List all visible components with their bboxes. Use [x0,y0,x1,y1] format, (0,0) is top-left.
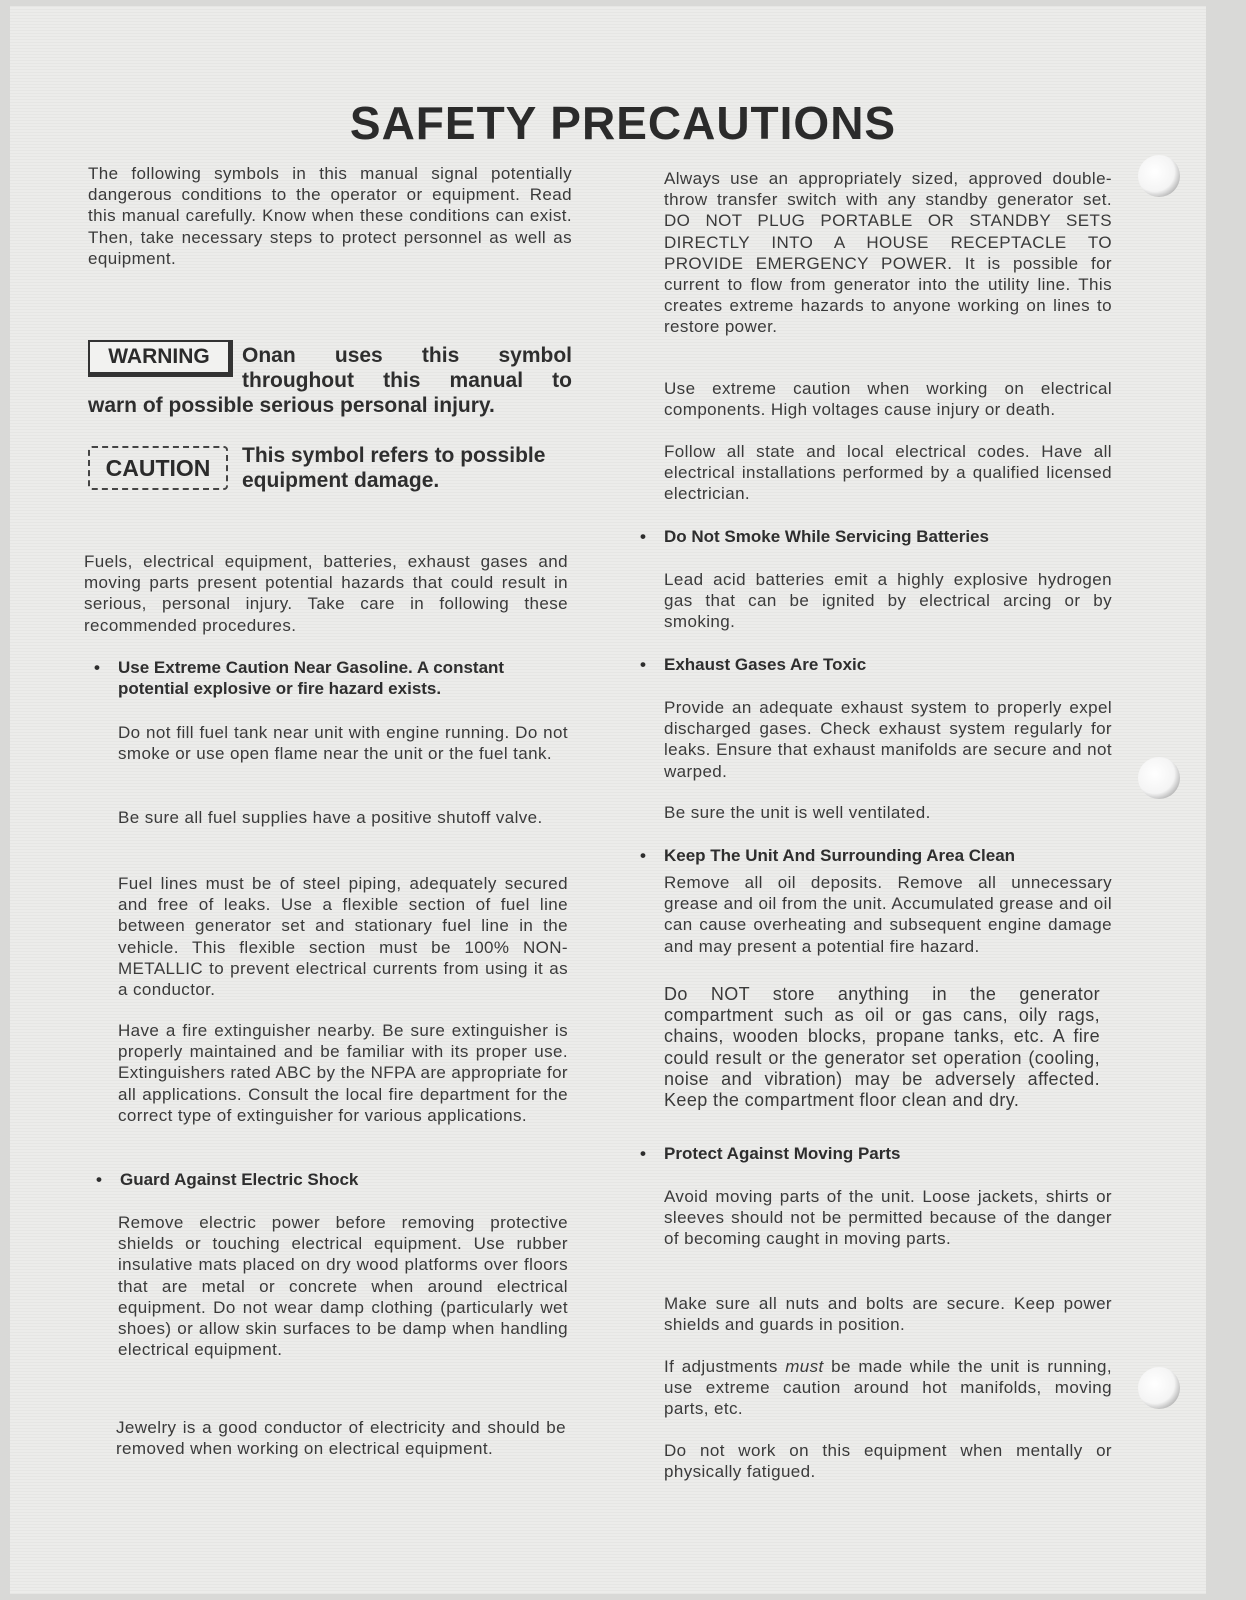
paragraph: Remove all oil deposits. Remove all unnecessary grease and oil from the unit. Accumulated grease and oil can cause overheating and subsequent engine damage and may present a potential fire hazard. [664,873,1112,956]
heading-exhaust: • Exhaust Gases Are Toxic [640,655,867,674]
paragraph: Jewelry is a good conductor of electricity and should be removed when working on electrical equipment. [116,1418,566,1459]
paragraph: Provide an adequate exhaust system to properly expel discharged gases. Check exhaust system regularly for leaks. Ensure that exhaust manifolds are secure and not warped. [664,698,1112,781]
paragraph: Fuel lines must be of steel piping, adequately secured and free of leaks. Use a flexible section of fuel line between generator set and stationary fuel line in the vehicle. This flexible section must be 100% NON-METALLIC to prevent electrical currents from using it as a conductor. [118,874,568,1000]
caution-description: This symbol refers to possible equipment damage. [242,444,546,492]
paragraph: Have a fire extinguisher nearby. Be sure extinguisher is properly maintained and be familiar with its proper use. Extinguishers rated ABC by the NFPA are appropriate for all applications. Consult the local fire department for the correct type of extinguisher for various applications. [118,1021,568,1125]
warning-description: Onan uses this symbol throughout this manual to [242,344,572,392]
heading-electric-shock: • Guard Against Electric Shock [96,1170,359,1189]
binder-hole [1138,1367,1180,1409]
heading-batteries: • Do Not Smoke While Servicing Batteries [640,527,989,546]
caution-symbol: CAUTION [88,446,228,490]
paragraph: Be sure the unit is well ventilated. [664,803,931,822]
paragraph: Lead acid batteries emit a highly explosive hydrogen gas that can be ignited by electrical arcing or by smoking. [664,570,1112,632]
page-title: SAFETY PRECAUTIONS [349,97,897,149]
hazards-paragraph: Fuels, electrical equipment, batteries, exhaust gases and moving parts present potential hazards that could result in serious, personal injury. Take care in following these recommended procedures. [84,552,568,635]
paragraph: Use extreme caution when working on electrical components. High voltages cause injury or death. [664,379,1112,420]
paragraph: Do not work on this equipment when mentally or physically fatigued. [664,1441,1112,1482]
paragraph: Remove electric power before removing protective shields or touching electrical equipment. Use rubber insulative mats placed on dry wood platforms over floors that are metal or concrete when around electrical equipment. Do not wear damp clothing (particularly wet shoes) or allow skin surfaces to be damp when handling electrical equipment. [118,1213,568,1360]
warning-description-cont: warn of possible serious personal injury. [88,394,495,417]
paragraph: Do NOT store anything in the generator compartment such as oil or gas cans, oily rags, chains, wooden blocks, propane tanks, etc. A fire could result or the generator set operation (cooling, noise and vibration) may be adversely affected. Keep the compartment floor clean and dry. [664,984,1100,1111]
warning-symbol: WARNING [88,340,233,377]
heading-moving-parts: • Protect Against Moving Parts [640,1144,901,1163]
paragraph: Avoid moving parts of the unit. Loose jackets, shirts or sleeves should not be permitted because of the danger of becoming caught in moving parts. [664,1187,1112,1249]
binder-hole [1138,155,1180,197]
paragraph: If adjustments must be made while the unit is running, use extreme caution around hot manifolds, moving parts, etc. [664,1357,1113,1419]
paragraph: Follow all state and local electrical codes. Have all electrical installations performed by a qualified licensed electrician. [664,442,1112,504]
paragraph: Do not fill fuel tank near unit with engine running. Do not smoke or use open flame near the unit or the fuel tank. [118,723,568,764]
binder-hole [1138,757,1180,799]
intro-paragraph: The following symbols in this manual signal potentially dangerous conditions to the operator or equipment. Read this manual carefully. Know when these conditions can exist. Then, take necessary steps to protect personnel as well as equipment. [88,164,572,268]
heading-gasoline: • Use Extreme Caution Near Gasoline. A constant potential explosive or fire hazard exists. [94,658,505,699]
paragraph: Be sure all fuel supplies have a positive shutoff valve. [118,808,543,827]
heading-clean: • Keep The Unit And Surrounding Area Clean [640,846,1016,865]
paragraph: Make sure all nuts and bolts are secure. Keep power shields and guards in position. [664,1294,1112,1335]
paragraph: Always use an appropriately sized, approved double-throw transfer switch with any standby generator set. DO NOT PLUG PORTABLE OR STANDBY SETS DIRECTLY INTO A HOUSE RECEPTACLE TO PROVIDE EMERGENCY POWER. It is possible for current to flow from generator into the utility line. This creates extreme hazards to anyone working on lines to restore power. [664,169,1112,337]
